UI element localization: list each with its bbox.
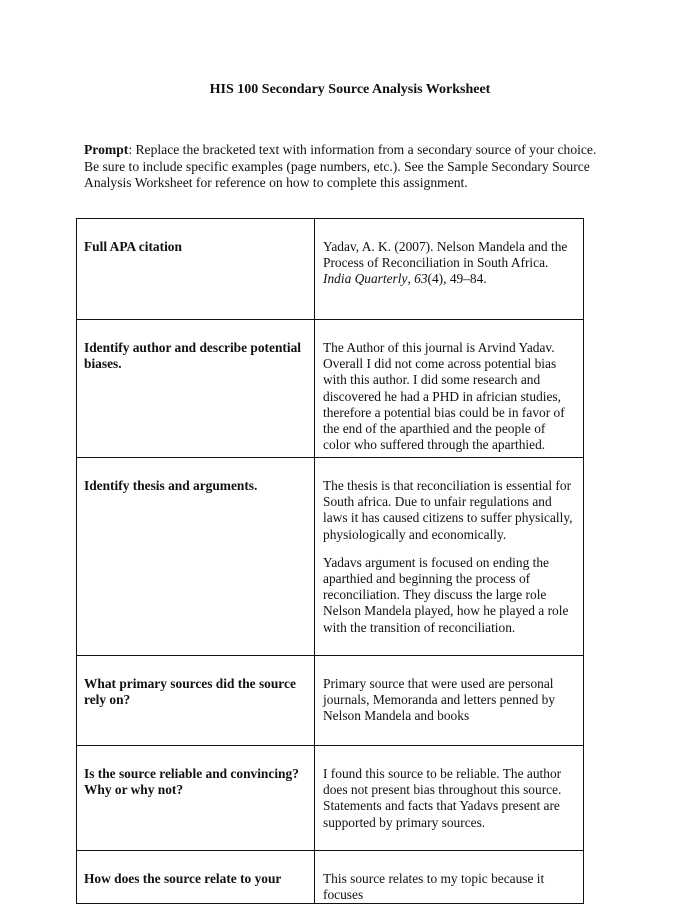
prompt-text: : Replace the bracketed text with information from a secondary source of your choice. Be sure to include specific examples (page numbers, etc.). See the Sample Secondary Source Analysis Worksheet for reference on how to complete this assignment. — [84, 142, 597, 190]
answer-paragraph: I found this source to be reliable. The author does not present bias throughout this source. Statements and facts that Yadavs present are supported by primary sources. — [323, 766, 562, 830]
table-row — [77, 219, 584, 320]
answer-cell — [315, 851, 584, 904]
question-cell: Identify thesis and arguments. — [77, 458, 315, 656]
prompt-label: Prompt — [84, 142, 129, 157]
table-row — [77, 851, 584, 904]
answer-paragraph: Primary source that were used are personal journals, Memoranda and letters penned by Nelson Mandela and books — [323, 676, 556, 724]
table-row — [77, 656, 584, 746]
question-cell: Is the source reliable and convincing? Why or why not? — [77, 746, 315, 851]
question-cell: Full APA citation — [77, 219, 315, 320]
journal-title: India Quarterly — [323, 271, 408, 287]
question-cell: Identify author and describe potential biases. — [77, 320, 315, 458]
journal-volume: 63 — [414, 271, 428, 287]
table-row — [77, 746, 584, 851]
answer-paragraph: The thesis is that reconciliation is essential for South africa. Due to unfair regulations and laws it has caused citizens to suffer physically, physiologically and economically. — [323, 478, 573, 542]
answer-cell — [315, 746, 584, 851]
question-cell: What primary sources did the source rely on? — [77, 656, 315, 746]
question-cell: How does the source relate to your — [77, 851, 315, 904]
prompt-paragraph — [84, 142, 614, 192]
table-row — [77, 320, 584, 458]
answer-paragraph: This source relates to my topic because it focuses — [323, 871, 545, 903]
analysis-table — [76, 218, 584, 904]
answer-paragraph: The Author of this journal is Arvind Yadav. Overall I did not come across potential bias with this author. I did some research and discovered he had a PHD in africian studies, therefore a potential bias could be in favor of the end of the aparthied and the people of color who suffered through the aparthied. — [323, 340, 565, 453]
answer-paragraph: Yadavs argument is focused on ending the aparthied and beginning the process of reconciliation. They discuss the large role Nelson Mandela played, how he played a role with the transition of reconciliation. — [323, 554, 569, 635]
answer-cell — [315, 458, 584, 656]
citation-text: Yadav, A. K. (2007). Nelson Mandela and the Process of Reconciliation in South Africa. India Quarterly, 63(4), 49–84. — [323, 239, 568, 287]
worksheet-title: HIS 100 Secondary Source Analysis Worksheet — [209, 82, 491, 97]
table-row — [77, 458, 584, 656]
answer-cell — [315, 656, 584, 746]
answer-cell — [315, 320, 584, 458]
answer-cell — [315, 219, 584, 320]
